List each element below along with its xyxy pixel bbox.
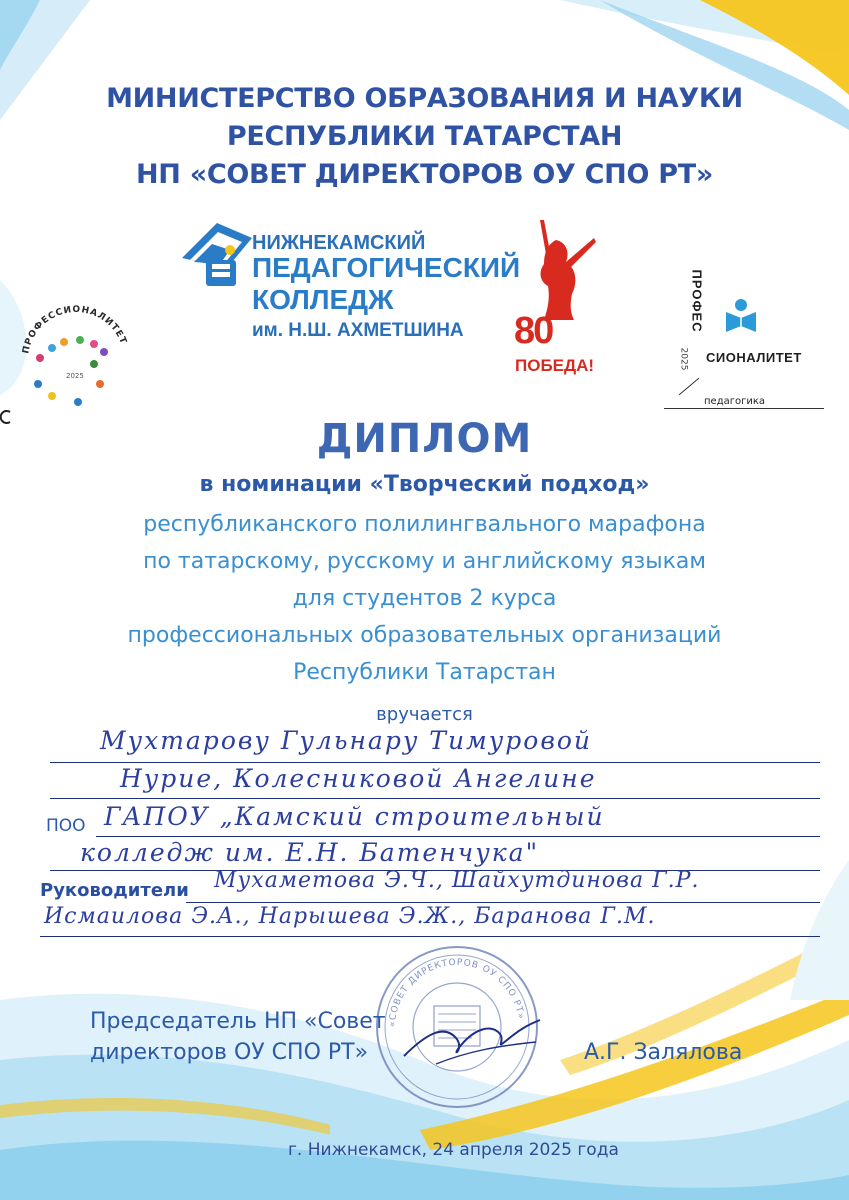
svg-text:2025: 2025 (66, 372, 84, 380)
nomination: в номинации «Творческий подход» (199, 472, 650, 497)
recipients-handwritten-1: Мухтарову Гульнару Тимуровой (100, 726, 593, 755)
header-ministry: МИНИСТЕРСТВО ОБРАЗОВАНИЯ И НАУКИ (106, 83, 743, 114)
leaders-line-2 (40, 936, 820, 937)
chairman-name: А.Г. Залялова (584, 1040, 743, 1065)
poo-handwritten-1: ГАПОУ „Камский строительный (104, 802, 605, 831)
awarded-label: вручается (376, 704, 473, 725)
chairman-title-line1: Председатель НП «Совет (90, 1009, 386, 1034)
college-name-line4: им. Н.Ш. АХМЕТШИНА (252, 320, 464, 341)
leaders-label: Руководители (40, 880, 189, 901)
leaders-line-1 (186, 902, 820, 903)
chairman-signature (396, 1004, 546, 1074)
leaders-handwritten-2: Исмаилова Э.А., Нарышева Э.Ж., Баранова Г.М. (44, 904, 656, 929)
open-book-icon (724, 298, 758, 334)
victory-text: ПОБЕДА! (515, 356, 595, 375)
professionalitet-round-logo (0, 300, 150, 430)
right-logo-year: 2025 (678, 347, 689, 371)
desc-line-5: Республики Татарстан (293, 660, 556, 685)
recipient-line-2 (50, 798, 820, 799)
college-emblem-icon (172, 218, 262, 298)
header-council: НП «СОВЕТ ДИРЕКТОРОВ ОУ СПО РТ» (136, 159, 713, 190)
college-name-line2: ПЕДАГОГИЧЕСКИЙ (252, 252, 521, 283)
header-republic: РЕСПУБЛИКИ ТАТАРСТАН (226, 121, 623, 152)
right-logo-main-text: СИОНАЛИТЕТ (706, 350, 802, 365)
leaders-handwritten-1: Мухаметова Э.Ч., Шайхутдинова Г.Р. (214, 868, 700, 893)
victory-number: 80 (514, 310, 553, 352)
svg-text:«СОВЕТ ДИРЕКТОРОВ ОУ СПО РТ»: «СОВЕТ ДИРЕКТОРОВ ОУ СПО РТ» (387, 957, 526, 1028)
recipient-line-1 (50, 762, 820, 763)
desc-line-3: для студентов 2 курса (292, 586, 557, 611)
right-logo-subtitle: педагогика (704, 396, 766, 407)
recipients-handwritten-2: Нурие, Колесниковой Ангелине (120, 764, 597, 793)
desc-line-4: профессиональных образовательных организаций (127, 623, 722, 648)
desc-line-2: по татарскому, русскому и английскому языкам (143, 549, 706, 574)
place-date: г. Нижнекамск, 24 апреля 2025 года (288, 1140, 619, 1160)
chairman-title-line2: директоров ОУ СПО РТ» (90, 1040, 369, 1065)
desc-line-1: республиканского полилингвального марафона (143, 512, 706, 537)
poo-handwritten-2: колледж им. Е.Н. Батенчука" (80, 838, 540, 867)
diploma-title: ДИПЛОМ (316, 416, 533, 462)
college-name-line1: НИЖНЕКАМСКИЙ (252, 232, 426, 254)
right-logo-vertical-text: ПРОФЕС (689, 269, 705, 333)
poo-label: ПОО (46, 816, 86, 836)
college-name-line3: КОЛЛЕДЖ (252, 284, 394, 315)
poo-line-1 (96, 836, 820, 837)
svg-text:ПРОФЕССИОНАЛИТЕТ: ПРОФЕССИОНАЛИТЕТ (21, 304, 129, 355)
right-logo-divider (664, 408, 824, 409)
